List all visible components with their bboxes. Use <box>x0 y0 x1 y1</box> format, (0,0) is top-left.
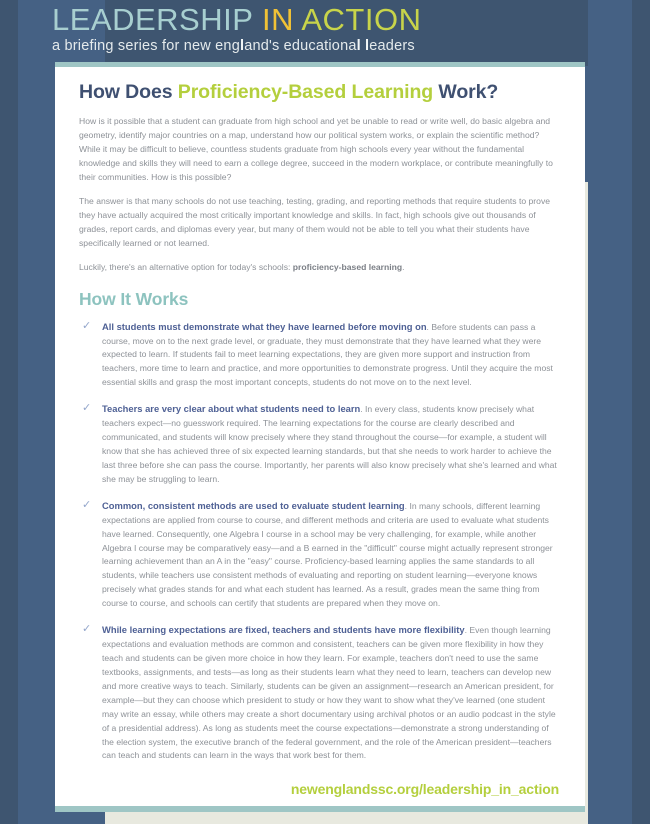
list-item-body: . Even though learning expectations and evaluation methods are common and consistent, teachers can be given more flexibility in how they teach and students can be given more choice in how they learn. For example, teachers don't need to use the same textbooks, assignments, and tests—as long as their students learn what they need to learn, teachers can develop new and more creative ways to teach. Similarly, students can be given an assignment—research an American president, for example—but they can choose which president to study or how they want to show what they've learned (one student may write an essay, while others may create a short documentary using archival photos or an audio podcast in the style of a presidential address). As long as students meet the course expectations—demonstrate a strong understanding of the election system, the executive branch of the federal government, and the role of the American president—teachers can teach and students can learn in the ways that work best for them. <box>102 625 556 761</box>
masthead-subtitle <box>52 38 612 54</box>
page-title-post: Work? <box>433 81 499 103</box>
list-item-body: . In many schools, different learning expectations are applied from course to course, and different methods and criteria are used to evaluate what students have learned. Consequently, one Algebra I course in a school may be very challenging, for example, while another Algebra I course may be comparatively easy—and a B earned in the "difficult" course might actually represent stronger learning achievement than an A in the "easy" course. Proficiency-based learning applies the same standards to all students, while teachers use consistent methods of evaluating and reporting on student learning—everyone knows precisely what grades stands for and what each student has learned. As a result, grades mean the same thing from course to course, and schools can certify that students are prepared when they move on. <box>102 500 553 609</box>
alternative-option-paragraph <box>79 261 561 275</box>
right-stripe-dark <box>632 0 650 824</box>
list-item <box>79 319 561 391</box>
masthead-subtitle-post: eaders <box>369 37 415 54</box>
list-item <box>79 498 561 611</box>
alternative-option-post: . <box>402 261 405 272</box>
alternative-option-pre: Luckily, there's an alternative option for today's schools: <box>79 261 293 272</box>
list-item-lead: Common, consistent methods are used to evaluate student learning <box>102 499 405 511</box>
masthead-title <box>52 4 612 37</box>
list-item-lead: While learning expectations are fixed, teachers and students have more flexibility <box>102 624 465 636</box>
page-title-accent: Proficiency-Based Learning <box>177 81 434 103</box>
footer-url-link[interactable]: newenglandssc.org/leadership_in_action <box>290 781 559 798</box>
section-heading-how-it-works: How It Works <box>79 288 189 309</box>
intro-paragraph-2: The answer is that many schools do not use teaching, testing, grading, and reporting methods that require students to prove they have actually acquired the most critically important knowledge and skills. In fact, high schools give out thousands of grades, report cards, and diplomas every year, but many of them would not be able to tell you what their students have specifically learned or not learned. <box>79 196 551 248</box>
page-title <box>79 81 561 104</box>
page-title-pre: How Does <box>79 81 178 103</box>
list-item-lead: All students must demonstrate what they have learned before moving on <box>102 320 427 332</box>
list-item-body: . Before students can pass a course, move on to the next grade level, or graduate, they must demonstrate that they have learned what they were expected to learn. If students fail to meet learning expectations, they are given more support and instruction from teachers, more time to learn and practice, and more opportunities to demonstrate progress. Until they acquire the most essential skills and grasp the most important concepts, students do not move on to the next level. <box>102 321 553 388</box>
masthead-title-leadership: LEADERSHIP <box>52 2 262 37</box>
masthead-subtitle-bold1: l <box>239 37 245 54</box>
list-item <box>79 622 561 763</box>
check-mark-icon: ✓ <box>82 623 92 636</box>
masthead-subtitle-pre: a briefing series for new eng <box>52 37 240 54</box>
masthead-subtitle-bold2: l l <box>356 37 370 54</box>
alternative-option-bold: proficiency-based learning <box>292 261 403 272</box>
masthead <box>52 4 612 54</box>
check-mark-icon: ✓ <box>82 498 92 511</box>
right-stripe-mid <box>588 0 632 824</box>
sheet-bottom-accent-bar <box>55 806 585 812</box>
how-it-works-list <box>79 319 561 764</box>
masthead-title-in: IN <box>261 2 302 37</box>
masthead-title-action: ACTION <box>301 2 422 37</box>
left-stripe-dark <box>0 0 18 824</box>
content-sheet <box>55 67 585 806</box>
intro-paragraph-1: How is it possible that a student can graduate from high school and yet be unable to read or write well, do basic algebra and geometry, identify major countries on a map, understand how our political system works, or explain the scientific method? While it may be difficult to believe, countless students graduate from high schools every year without the fundamental knowledge and skills they will need to earn a college degree, succeed in the modern workplace, or contribute meaningfully to their communities. How is this possible? <box>79 116 553 183</box>
masthead-subtitle-mid: and's educationa <box>244 37 357 54</box>
list-item-lead: Teachers are very clear about what students need to learn <box>102 403 361 415</box>
list-item <box>79 401 561 487</box>
check-mark-icon: ✓ <box>82 402 92 415</box>
check-mark-icon: ✓ <box>82 319 92 332</box>
list-item-body: . In every class, students know precisely what teachers expect—no guesswork required. The learning expectations for the course are clearly described and communicated, and students will know precisely where they stand throughout the course—for example, a student will know that she has achieved three of six expected learning standards, but that she needs to work harder to achieve the last three before she can pass the course. Importantly, her parents will also know precisely what she's learned and what she may be struggling to learn. <box>102 404 557 484</box>
